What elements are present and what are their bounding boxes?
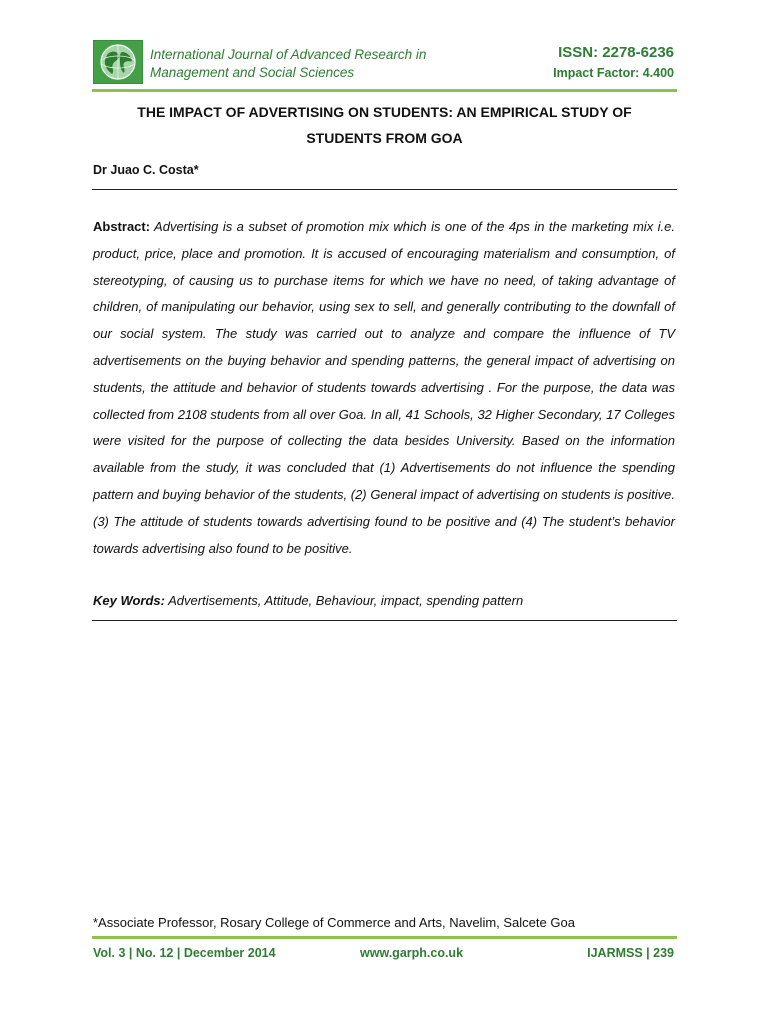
author-footnote: *Associate Professor, Rosary College of Commerce and Arts, Navelim, Salcete Goa — [93, 915, 575, 930]
journal-name-line2: Management and Social Sciences — [150, 65, 355, 80]
abstract-bottom-divider — [92, 620, 677, 621]
abstract-text: Advertising is a subset of promotion mix which is one of the 4ps in the marketing mix i.e. product, price, place and promotion. It is accused of encouraging materialism and consumption, of stereotyping, of causing us to purchase items for which we have no need, of taking advantage of children, of manipulating our behavior, using sex to sell, and generally contributing to the downfall of our social system. The study was carried out to analyze and compare the influence of TV advertisements on the buying behavior and spending patterns, the general impact of advertising on students, the attitude and behavior of students towards advertising . For the purpose, the data was collected from 2108 students from all over Goa. In all, 41 Schools, 32 Higher Secondary, 17 Colleges were visited for the purpose of collecting the data besides University. Based on the information available from the study, it was concluded that (1) Advertisements do not influence the spending pattern and buying behavior of the students, (2) General impact of advertising on students is positive. (3) The attitude of students towards advertising found to be positive and (4) The student’s behavior towards advertising also found to be positive. — [93, 219, 675, 556]
header-divider — [92, 89, 677, 92]
author-name: Dr Juao C. Costa* — [93, 163, 199, 177]
footer-website-link[interactable]: www.garph.co.uk — [360, 946, 464, 960]
issn-label: ISSN: 2278-6236 — [558, 44, 674, 61]
abstract-top-divider — [92, 189, 677, 190]
impact-factor-label: Impact Factor: 4.400 — [553, 66, 674, 80]
abstract-label: Abstract: — [93, 219, 151, 234]
footer-volume: Vol. 3 | No. 12 | December 2014 — [93, 946, 276, 960]
journal-logo-icon — [93, 40, 143, 84]
abstract — [93, 214, 675, 562]
article-title-line1: THE IMPACT OF ADVERTISING ON STUDENTS: AN EMPIRICAL STUDY OF — [137, 104, 632, 120]
footer-divider — [92, 936, 677, 939]
keywords-text: Advertisements, Attitude, Behaviour, impact, spending pattern — [165, 593, 524, 608]
article-title-line2: STUDENTS FROM GOA — [306, 130, 463, 146]
journal-name-line1: International Journal of Advanced Research in — [150, 47, 427, 62]
keywords — [93, 591, 675, 611]
keywords-label: Key Words: — [93, 593, 165, 608]
journal-name — [150, 46, 480, 82]
footer-page-number: IJARMSS | 239 — [587, 946, 674, 960]
article-title — [92, 99, 677, 151]
